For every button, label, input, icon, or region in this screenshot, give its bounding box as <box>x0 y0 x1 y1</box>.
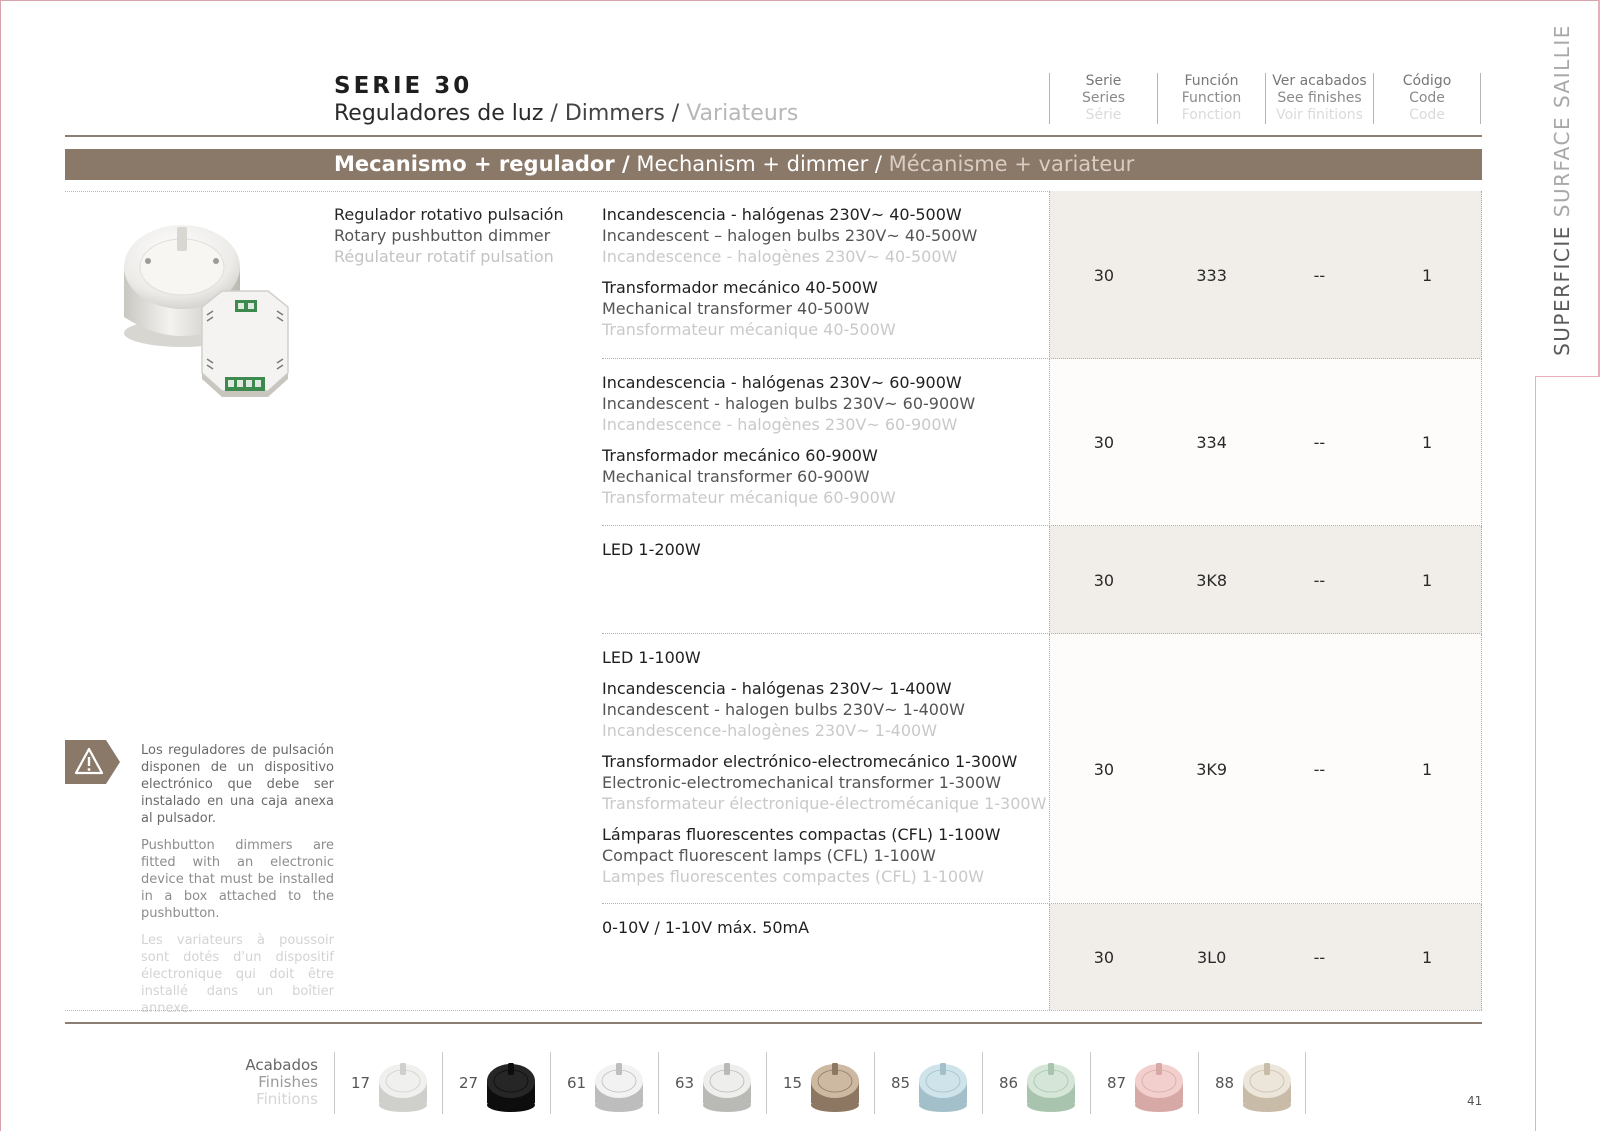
cell-serie: 30 <box>1093 433 1115 452</box>
finish-code: 86 <box>999 1074 1019 1092</box>
page-number: 41 <box>1467 1094 1483 1108</box>
row-cells <box>1049 526 1482 634</box>
column-header-codigo: Código Code Code <box>1373 73 1481 124</box>
finish-option <box>874 1052 982 1114</box>
finish-option <box>550 1052 658 1114</box>
spec-group: LED 1-200W <box>602 540 701 559</box>
row-cells <box>1049 904 1482 1010</box>
row-description <box>602 191 1049 350</box>
table-row <box>602 191 1482 359</box>
cell-serie: 30 <box>1093 947 1115 967</box>
finish-swatch-icon <box>591 1055 647 1115</box>
spec-group: Lámparas fluorescentes compactas (CFL) 1-100W Compact fluorescent lamps (CFL) 1-100W Lampes fluorescentes compactes (CFL) 1-100W <box>602 825 1001 886</box>
cell-serie: 30 <box>1093 759 1115 779</box>
finish-swatch-icon <box>915 1055 971 1115</box>
column-header-acabados: Ver acabados See finishes Voir finitions <box>1265 73 1373 124</box>
cell-funcion: 3L0 <box>1196 947 1227 967</box>
finish-code: 27 <box>459 1074 479 1092</box>
page-title: SERIE 30 <box>334 73 473 99</box>
finish-swatch-icon <box>375 1055 431 1115</box>
finish-option <box>442 1052 550 1114</box>
section-bar: Mecanismo + regulador / Mechanism + dimmer / Mécanisme + variateur <box>65 149 1482 180</box>
cell-acabados: -- <box>1313 570 1326 590</box>
finish-swatch-icon <box>483 1055 539 1115</box>
row-description <box>602 526 1049 570</box>
finish-option <box>982 1052 1090 1114</box>
spec-group: Transformador electrónico-electromecánico 1-300W Electronic-electromechanical transformer 1-300W Transformateur électronique-électromécanique 1-300W <box>602 752 1047 813</box>
cell-acabados: -- <box>1313 265 1326 285</box>
spec-group: Transformador mecánico 60-900W Mechanical transformer 60-900W Transformateur mécanique 60-900W <box>602 446 896 507</box>
installation-note: Los reguladores de pulsación disponen de un dispositivo electrónico que debe ser instalado en una caja anexa al pulsador. Pushbutton dimmers are fitted with an electronic device that must be installed in a box attached to the pushbutton. Les variateurs à poussoir sont dotés d'un dispositif électronique qui doit être installé dans un boîtier annexe. <box>141 743 334 1016</box>
side-category-label: SUPERFICIE SURFACE SAILLIE <box>1550 24 1574 356</box>
finish-option <box>766 1052 874 1114</box>
spec-group: Transformador mecánico 40-500W Mechanical transformer 40-500W Transformateur mécanique 40-500W <box>602 278 896 339</box>
finish-option <box>334 1052 442 1114</box>
finishes-label: Acabados Finishes Finitions <box>245 1056 318 1108</box>
row-cells <box>1049 634 1482 904</box>
table-row <box>602 359 1482 526</box>
table-bottom-divider <box>65 1010 1482 1011</box>
row-cells <box>1049 359 1482 526</box>
cell-acabados: -- <box>1313 947 1326 967</box>
finish-option <box>1198 1052 1306 1114</box>
cell-codigo: 1 <box>1422 759 1433 779</box>
cell-codigo: 1 <box>1422 265 1433 285</box>
cell-codigo: 1 <box>1422 433 1433 452</box>
row-description <box>602 359 1049 518</box>
row-description <box>602 904 1049 948</box>
finish-swatch-icon <box>699 1055 755 1115</box>
column-header-funcion: Función Function Fonction <box>1157 73 1265 124</box>
spec-group: Incandescencia - halógenas 230V~ 40-500W Incandescent – halogen bulbs 230V~ 40-500W Incandescence - halogènes 230V~ 40-500W <box>602 205 978 266</box>
page-tab <box>1535 376 1600 1131</box>
finish-option <box>1090 1052 1198 1114</box>
finish-swatch-icon <box>1131 1055 1187 1115</box>
cell-codigo: 1 <box>1422 570 1433 590</box>
table-row <box>602 526 1482 634</box>
spec-group: Incandescencia - halógenas 230V~ 1-400W Incandescent - halogen bulbs 230V~ 1-400W Incandescence-halogènes 230V~ 1-400W <box>602 679 965 740</box>
finish-swatch-icon <box>807 1055 863 1115</box>
cell-serie: 30 <box>1093 265 1115 285</box>
cell-acabados: -- <box>1313 759 1326 779</box>
cell-funcion: 334 <box>1196 433 1227 452</box>
finish-code: 88 <box>1215 1074 1235 1092</box>
header-divider <box>65 135 1482 137</box>
cell-funcion: 3K8 <box>1196 570 1228 590</box>
finish-swatch-icon <box>1023 1055 1079 1115</box>
finishes-strip <box>334 1052 1306 1114</box>
table-row <box>602 634 1482 904</box>
finish-code: 61 <box>567 1074 587 1092</box>
row-description <box>602 634 1049 897</box>
cell-acabados: -- <box>1313 433 1326 452</box>
table-row <box>602 904 1482 1010</box>
finish-code: 63 <box>675 1074 695 1092</box>
column-header-serie: Serie Series Série <box>1049 73 1157 124</box>
spec-group: 0-10V / 1-10V máx. 50mA <box>602 918 810 937</box>
warning-icon <box>65 740 120 784</box>
cell-funcion: 3K9 <box>1196 759 1228 779</box>
finish-code: 85 <box>891 1074 911 1092</box>
cell-serie: 30 <box>1093 570 1115 590</box>
page-subtitle: Reguladores de luz / Dimmers / Variateurs <box>334 101 799 126</box>
finish-option <box>658 1052 766 1114</box>
finish-code: 87 <box>1107 1074 1127 1092</box>
row-cells <box>1049 191 1482 359</box>
finish-code: 15 <box>783 1074 803 1092</box>
finish-swatch-icon <box>1239 1055 1295 1115</box>
column-headers <box>1049 73 1481 124</box>
spec-group: Incandescencia - halógenas 230V~ 60-900W Incandescent - halogen bulbs 230V~ 60-900W Incandescence - halogènes 230V~ 60-900W <box>602 373 976 434</box>
product-name: Regulador rotativo pulsación Rotary pushbutton dimmer Régulateur rotatif pulsation <box>334 205 564 266</box>
finish-code: 17 <box>351 1074 371 1092</box>
cell-funcion: 333 <box>1196 265 1227 285</box>
spec-group: LED 1-100W <box>602 648 701 667</box>
cell-codigo: 1 <box>1422 947 1433 967</box>
footer-divider <box>65 1022 1482 1024</box>
product-image <box>110 205 310 415</box>
